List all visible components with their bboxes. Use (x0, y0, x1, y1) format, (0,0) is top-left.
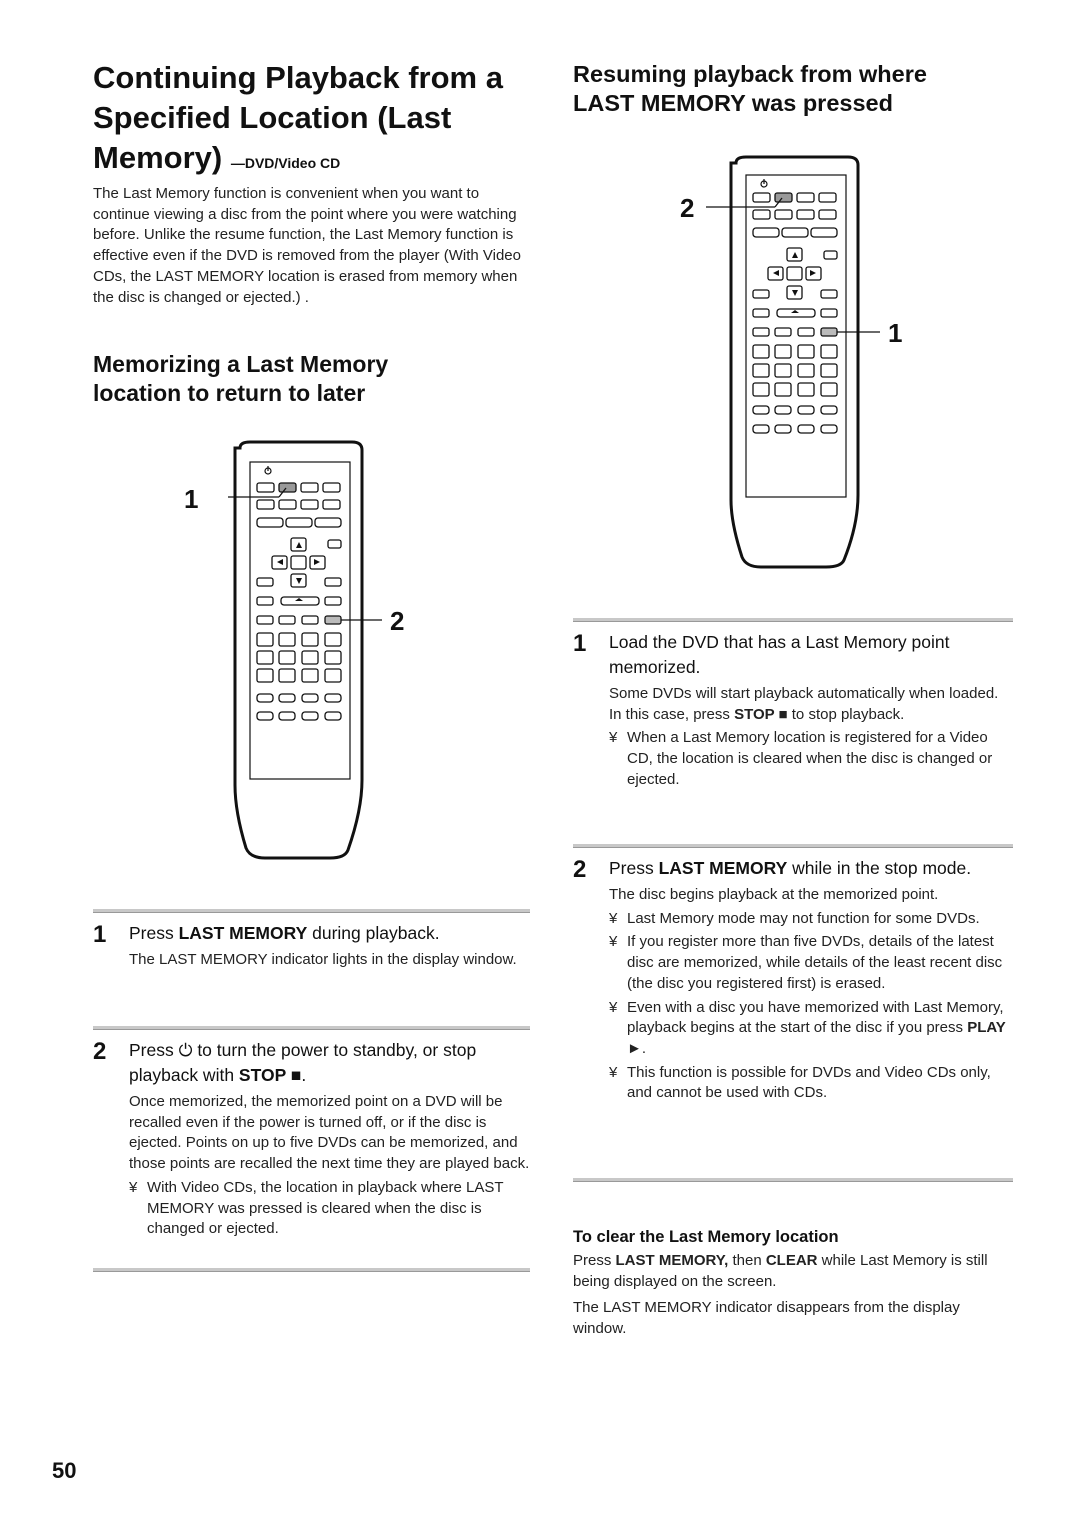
step-1-instruction (129, 921, 517, 946)
step-1-detail: The LAST MEMORY indicator lights in the display window. (129, 951, 517, 968)
left-step-2 (93, 1038, 530, 1240)
bullet-mark: ¥ (609, 909, 618, 927)
title-suffix: —DVD/Video CD (230, 155, 341, 171)
title-line-3-wrap (93, 138, 543, 183)
divider-left-3 (93, 1268, 530, 1272)
bullet-text (627, 998, 1013, 1060)
divider-right-3 (573, 1178, 1013, 1182)
step-2-key: STOP ■ (238, 1065, 302, 1085)
divider-left-2 (93, 1026, 530, 1030)
callout-2-right: 2 (680, 193, 695, 223)
page-number: 50 (52, 1458, 77, 1483)
step-number: 2 (93, 1038, 107, 1065)
divider-right-1 (573, 618, 1013, 622)
step-2-key: LAST MEMORY (658, 858, 788, 878)
bullet-text: If you register more than five DVDs, details of the latest disc are memorized, while details of the least recent disc (the disc you registered first) is erased. (627, 933, 1003, 992)
bullet-item (609, 1063, 1013, 1104)
callout-1-right: 1 (888, 318, 903, 348)
remote-illustration-left (180, 440, 420, 865)
section-title-memorizing (93, 350, 533, 408)
step-2-post: while in the stop mode. (787, 858, 972, 878)
bullet-mark: ¥ (129, 1178, 138, 1196)
clear-detail: The LAST MEMORY indicator disappears from the display window. (573, 1299, 960, 1338)
bullet-mark: ¥ (609, 933, 618, 951)
bullet-item (129, 1178, 530, 1240)
title-line-1: Continuing Playback from a (93, 60, 503, 95)
section-title-line-2: location to return to later (93, 380, 366, 406)
right-step-2 (573, 856, 1013, 1104)
clear-key-2: CLEAR (765, 1252, 818, 1269)
step-1-key: LAST MEMORY (178, 923, 308, 943)
remote-control-icon (180, 440, 420, 865)
bullet-mark: ¥ (609, 998, 618, 1016)
callout-1-left: 1 (184, 484, 199, 514)
clear-instruction (573, 1251, 1013, 1292)
bullet-mark: ¥ (609, 1063, 618, 1081)
step-2-post: . (301, 1065, 307, 1085)
step-1-content (609, 630, 1013, 791)
bullet-mark: ¥ (609, 729, 618, 747)
step-2-row (573, 856, 1013, 1104)
step-2-detail: The disc begins playback at the memorized point. (609, 886, 939, 903)
step-1-pre: Press (129, 923, 179, 943)
callout-2-left: 2 (390, 606, 405, 636)
bullet-text: When a Last Memory location is registered for a Video CD, the location is cleared when the disc is changed or ejected. (627, 729, 993, 788)
step-1-row (93, 921, 530, 971)
step-2-mid: to turn the power to standby, or stop playback with (129, 1040, 477, 1085)
step-1-row (573, 630, 1013, 791)
bullet-text: Last Memory mode may not function for some DVDs. (627, 909, 980, 927)
clear-key-1: LAST MEMORY, (615, 1252, 729, 1269)
step-number: 1 (93, 921, 107, 948)
left-step-1 (93, 921, 530, 971)
step-1-post: during playback. (307, 923, 440, 943)
step-2-row (93, 1038, 530, 1240)
clear-heading: To clear the Last Memory location (573, 1228, 839, 1246)
bullet-text: This function is possible for DVDs and Video CDs only, and cannot be used with CDs. (627, 1063, 991, 1102)
step-1-content (129, 921, 517, 971)
clear-section (573, 1226, 1013, 1340)
step-2-content (609, 856, 1013, 1104)
divider-left-1 (93, 909, 530, 913)
title-line-3: Memory) (93, 140, 223, 175)
step-2-content (129, 1038, 530, 1240)
step-number: 1 (573, 630, 587, 657)
step-number: 2 (573, 856, 587, 883)
clear-pre: Press (573, 1252, 616, 1269)
step-2-pre: Press (129, 1040, 179, 1060)
bullet-text: With Video CDs, the location in playback where LAST MEMORY was pressed is cleared when the disc is changed or ejected. (147, 1178, 504, 1238)
bullet-item (609, 998, 1013, 1060)
clear-mid: then (728, 1252, 766, 1269)
bullet3-key: PLAY ► (627, 1019, 1006, 1057)
bullet-item (609, 909, 1013, 930)
power-icon: ⏻ (178, 1040, 193, 1060)
right-title-line-2: LAST MEMORY was pressed (573, 90, 893, 116)
page-title (93, 58, 543, 183)
right-title-line-1: Resuming playback from where (573, 61, 927, 87)
bullet-item (609, 728, 1013, 790)
remote-illustration-right (676, 155, 916, 575)
clear-post: while Last Memory is still being displayed on the screen. (573, 1252, 988, 1290)
detail-pre: Some DVDs will start playback automatically when loaded. In this case, press (609, 685, 999, 723)
detail-post: to stop playback. (787, 705, 905, 723)
bullet3-pre: Even with a disc you have memorized with Last Memory, playback begins at the start of the disc if you press (627, 998, 1004, 1037)
divider-right-2 (573, 844, 1013, 848)
bullet3-post: . (641, 1039, 647, 1057)
right-step-1 (573, 630, 1013, 791)
step-2-pre: Press (609, 858, 659, 878)
intro-paragraph: The Last Memory function is convenient when you want to continue viewing a disc from the point where you were watching before. Unlike the resume function, the Last Memory function is effective even if the DVD is removed from the player (With Video CDs, the LAST MEMORY location is erased from memory when the disc is changed or ejected.) . (93, 185, 521, 306)
step-2-detail: Once memorized, the memorized point on a DVD will be recalled even if the power is turned off, or if the disc is ejected. Points on up to five DVDs can be memorized, and those points are recalled the next time they are played back. (129, 1093, 530, 1173)
step-1-detail (609, 684, 1013, 725)
step-2-instruction (129, 1038, 530, 1088)
title-line-2: Specified Location (Last (93, 100, 452, 135)
detail-key: STOP ■ (734, 705, 788, 723)
step-1-instruction: Load the DVD that has a Last Memory point memorized. (609, 632, 950, 677)
bullet-item (609, 932, 1013, 994)
section-title-resuming (573, 60, 1013, 118)
remote-control-icon (676, 155, 916, 575)
section-title-line-1: Memorizing a Last Memory (93, 351, 389, 377)
step-2-instruction (609, 856, 1013, 881)
